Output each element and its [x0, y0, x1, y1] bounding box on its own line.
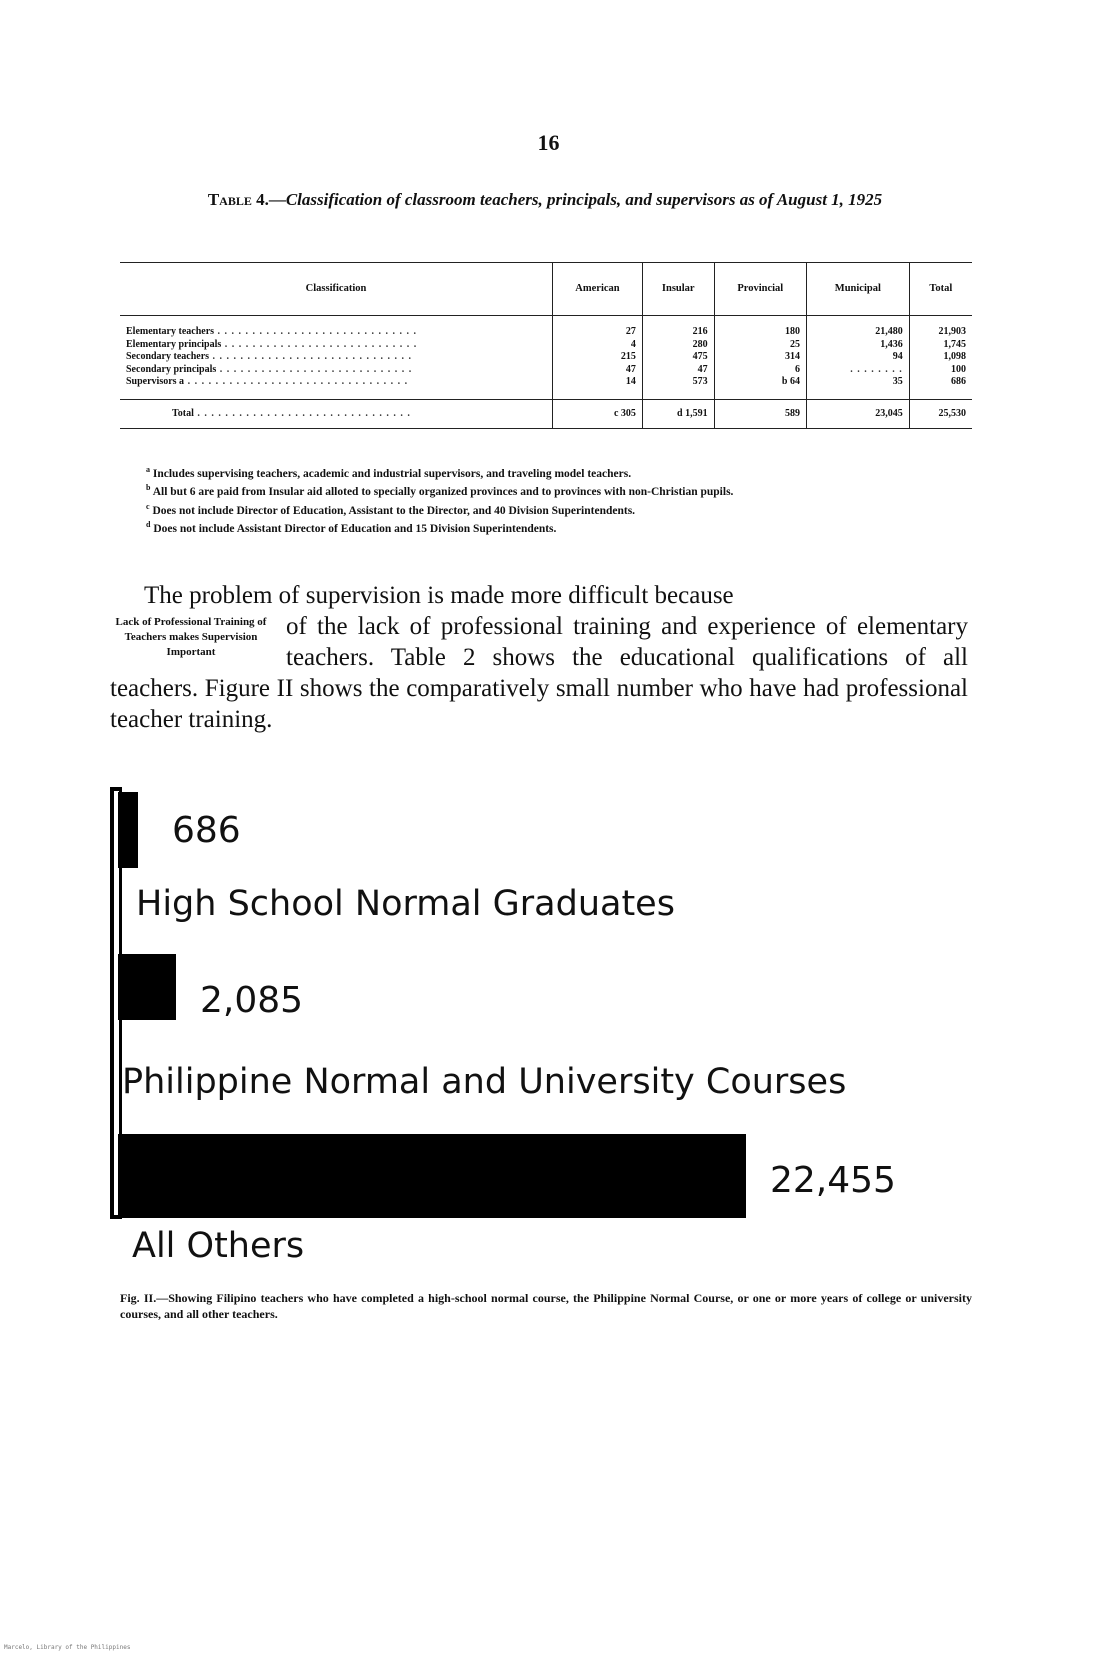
- dot-leader: . . . . . . . . . . . . . . . . . . . . . . . . . . . .: [216, 363, 413, 375]
- row-label: Secondary principals: [126, 363, 217, 375]
- cell-insular: 216: [642, 316, 714, 339]
- cell-total: 25,530: [909, 399, 972, 429]
- dot-leader: . . . . . . . . . . . . . . . . . . . . . . . . . . . . .: [214, 326, 418, 337]
- table-row: [120, 364, 972, 377]
- footnote: [120, 464, 970, 480]
- header-american: American: [553, 263, 643, 316]
- cell-provincial: 6: [714, 364, 806, 377]
- cell-municipal: 35: [806, 376, 909, 399]
- footnote-text: Does not include Director of Education, Assistant to the Director, and 40 Division Superintendents.: [152, 504, 636, 517]
- cell-insular: d 1,591: [642, 399, 714, 429]
- paragraph-line1: The problem of supervision is made more difficult because: [144, 582, 734, 609]
- table-caption-text: Classification of classroom teachers, principals, and supervisors as of August 1, 1925: [285, 190, 883, 209]
- cell-total: 21,903: [909, 316, 972, 339]
- footnote-text: Includes supervising teachers, academic and industrial supervisors, and traveling model teachers.: [152, 467, 632, 480]
- figure-caption: Fig. II.—Showing Filipino teachers who have completed a high-school normal course, the Philippine Normal Course, or one or more years of college or university courses, and all other teachers.: [120, 1291, 972, 1321]
- bar-value-philippine-normal: 2,085: [200, 980, 304, 1021]
- row-label: Supervisors a: [126, 376, 185, 387]
- row-label: Secondary teachers: [126, 351, 210, 362]
- footnote-text: All but 6 are paid from Insular aid alloted to specially organized provinces and to provinces with non-Christian pupils.: [152, 486, 734, 499]
- table-caption-lead: Table 4.—: [207, 190, 286, 209]
- cell-municipal: 21,480: [806, 316, 909, 339]
- dot-leader: . . . . . . . . . . . . . . . . . . . . . . . . . . . . . . . .: [184, 376, 409, 387]
- cell-provincial: 180: [714, 316, 806, 339]
- cell-american: 47: [553, 364, 643, 377]
- paragraph-first-line: [110, 580, 968, 611]
- cell-provincial: 314: [714, 351, 806, 364]
- page-number: 16: [537, 130, 560, 155]
- classification-table: [120, 262, 972, 429]
- cell-insular: 573: [642, 376, 714, 399]
- dot-leader: . . . . . . . . . . . . . . . . . . . . . . . . . . . .: [221, 338, 418, 350]
- bar-high-school-normal-graduates: [118, 792, 138, 868]
- table-footnotes: [120, 464, 970, 537]
- cell-total: 1,745: [909, 339, 972, 352]
- cell-total: 1,098: [909, 351, 972, 364]
- header-municipal: Municipal: [806, 263, 909, 316]
- cell-american: 215: [553, 351, 643, 364]
- footnote-text: Does not include Assistant Director of Education and 15 Division Superintendents.: [153, 522, 557, 535]
- bar-label-all-others: All Others: [132, 1226, 305, 1266]
- bar-value-all-others: 22,455: [770, 1160, 896, 1201]
- dot-leader: . . . . . . . . . . . . . . . . . . . . . . . . . . . . . . .: [193, 407, 411, 419]
- footnote: [120, 482, 970, 498]
- cell-provincial: 25: [714, 339, 806, 352]
- cell-total: 686: [909, 376, 972, 399]
- table-row: [120, 351, 972, 364]
- footnote: [120, 519, 970, 535]
- cell-insular: 475: [642, 351, 714, 364]
- paragraph-text: of the lack of professional training and experience of elementary teachers. Table 2 shows the educational qualifications of all teachers. Figure II shows the comparatively small number who have had professional teacher training.: [110, 613, 968, 733]
- dot-leader: . . . . . . . .: [850, 363, 903, 375]
- cell-municipal: [806, 364, 909, 377]
- bar-all-others: [118, 1134, 746, 1218]
- cell-total: 100: [909, 364, 972, 377]
- margin-note: Lack of Professional Training of Teachers makes Supervision Important: [115, 616, 267, 658]
- bar-philippine-normal-university: [118, 954, 176, 1020]
- table-row: [120, 316, 972, 339]
- header-total: Total: [909, 263, 972, 316]
- cell-municipal: 23,045: [806, 399, 909, 429]
- body-paragraph: [110, 580, 968, 735]
- footnote-mark: b: [146, 483, 151, 493]
- table-caption: [120, 188, 970, 212]
- table-row: [120, 376, 972, 399]
- figure-ii: [110, 782, 990, 1272]
- cell-provincial: b 64: [714, 376, 806, 399]
- bar-label-philippine-normal: Philippine Normal and University Courses: [122, 1062, 847, 1102]
- cell-american: 4: [553, 339, 643, 352]
- header-insular: Insular: [642, 263, 714, 316]
- table-row: [120, 339, 972, 352]
- cell-municipal: 94: [806, 351, 909, 364]
- bar-label-high-school: High School Normal Graduates: [136, 884, 675, 924]
- row-label: Elementary teachers: [126, 326, 215, 337]
- cell-insular: 47: [642, 364, 714, 377]
- cell-american: 27: [553, 316, 643, 339]
- dot-leader: . . . . . . . . . . . . . . . . . . . . . . . . . . . . .: [209, 351, 413, 362]
- footnote-mark: a: [146, 465, 150, 474]
- cell-provincial: 589: [714, 399, 806, 429]
- cell-american: 14: [553, 376, 643, 399]
- row-label: Total: [172, 407, 194, 419]
- cell-insular: 280: [642, 339, 714, 352]
- table-header-row: [120, 263, 972, 316]
- footnote-mark: c: [146, 501, 150, 511]
- cell-american: c 305: [553, 399, 643, 429]
- header-classification: Classification: [120, 263, 553, 316]
- footnote: [120, 501, 970, 517]
- row-label: Elementary principals: [126, 338, 222, 350]
- scan-footer: Marcelo, Library of the Philippines: [4, 1644, 131, 1651]
- header-provincial: Provincial: [714, 263, 806, 316]
- bar-value-high-school: 686: [172, 810, 241, 851]
- table-total-row: [120, 399, 972, 429]
- cell-municipal: 1,436: [806, 339, 909, 352]
- footnote-mark: d: [146, 519, 151, 529]
